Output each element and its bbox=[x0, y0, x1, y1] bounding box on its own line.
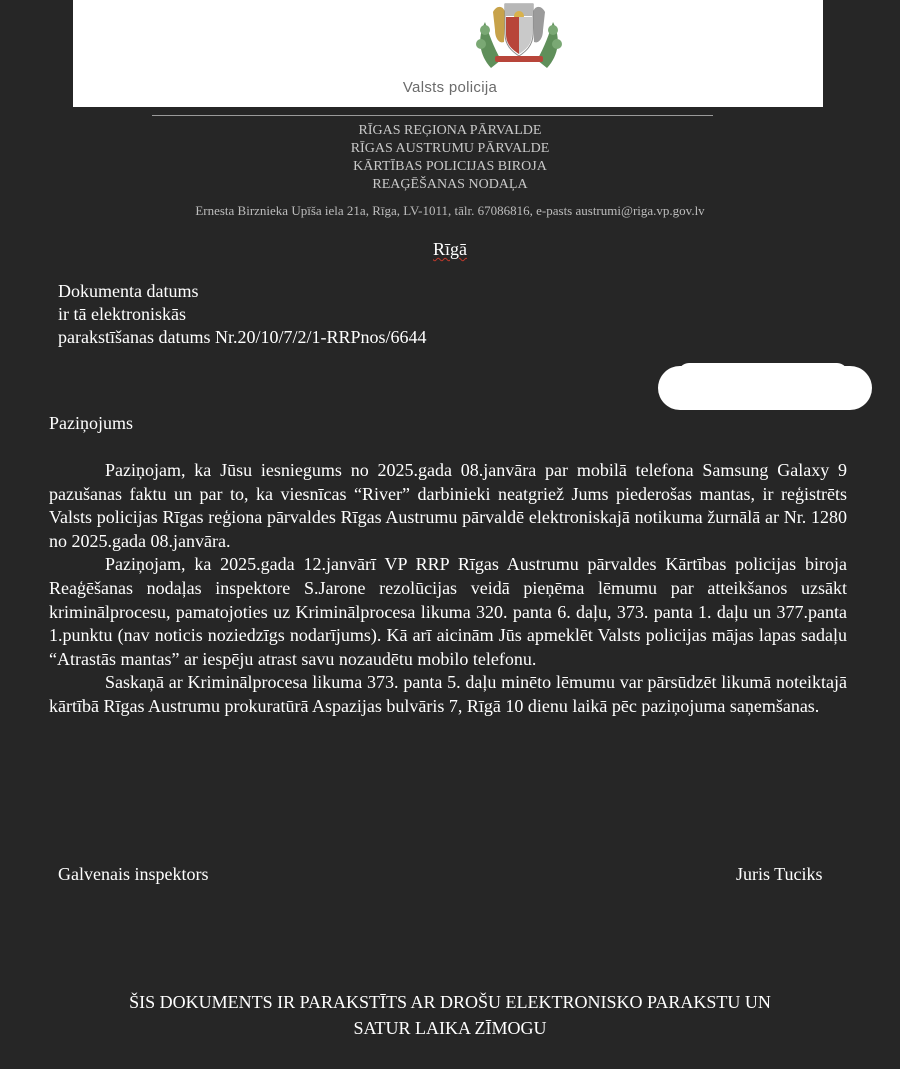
organization-line: RĪGAS AUSTRUMU PĀRVALDE bbox=[350, 141, 550, 156]
body-paragraph: Saskaņā ar Kriminālprocesa likuma 373. panta 5. daļu minēto lēmumu var pārsūdzēt likumā noteiktajā kārtībā Rīgas Austrumu prokuratūrā Aspazijas bulvāris 7, Rīgā 10 dienu laikā pēc paziņojuma saņemšanas. bbox=[49, 672, 847, 716]
redaction-mark bbox=[658, 366, 872, 410]
document-date-line: Dokumenta datums bbox=[58, 281, 199, 301]
agency-name: Valsts policija bbox=[402, 79, 498, 96]
organization-line: REAĢĒŠANAS NODAĻA bbox=[372, 177, 528, 192]
document-place bbox=[0, 239, 900, 260]
body-paragraph: Paziņojam, ka 2025.gada 12.janvārī VP RRP Rīgas Austrumu pārvaldes Kārtības policijas biroja Reaģēšanas nodaļas inspektore S.Jarone rezolūcijas veidā pieņēma lēmumu par atteikšanos uzsākt kriminālprocesu, pamatojoties uz Kriminālprocesa likuma 320. panta 6. daļu, 373. panta 1. daļu un 377.panta 1.punktu (nav noticis noziedzīgs nodarījums). Kā arī aicinām Jūs apmeklēt Valsts policijas mājas lapas sadaļu “Atrastās mantas” ar iespēju atrast savu nozaudētu mobilo telefonu. bbox=[49, 554, 847, 669]
notice-line: SATUR LAIKA ZĪMOGU bbox=[353, 1018, 547, 1038]
divider bbox=[152, 115, 713, 116]
e-signature-notice bbox=[0, 989, 900, 1041]
document-date-block bbox=[58, 280, 427, 349]
document-date-line: ir tā elektroniskās bbox=[58, 304, 186, 324]
organization-address: Ernesta Birznieka Upīša iela 21a, Rīga, LV-1011, tālr. 67086816, e-pasts austrumi@riga.vp.gov.lv bbox=[195, 203, 705, 218]
organization-block bbox=[0, 122, 900, 194]
organization-line: RĪGAS REĢIONA PĀRVALDE bbox=[358, 123, 542, 138]
document-number-line: parakstīšanas datums Nr.20/10/7/2/1-RRPnos/6644 bbox=[58, 327, 427, 347]
organization-line: KĀRTĪBAS POLICIJAS BIROJA bbox=[353, 159, 547, 174]
document-body bbox=[49, 459, 847, 719]
document-heading: Paziņojums bbox=[49, 413, 133, 433]
signatory-title: Galvenais inspektors bbox=[58, 864, 209, 884]
place-text: Rīgā bbox=[433, 239, 467, 259]
body-paragraph: Paziņojam, ka Jūsu iesniegums no 2025.gada 08.janvāra par mobilā telefona Samsung Galaxy 9 pazušanas faktu un par to, ka viesnīcas “River” darbinieki neatgriež Jums piederošas mantas, ir reģistrēts Valsts policijas Rīgas reģiona pārvaldes Rīgas Austrumu pārvaldē elektroniskajā notikuma žurnālā ar Nr. 1280 no 2025.gada 08.janvāra. bbox=[49, 460, 847, 551]
latvia-coat-of-arms-icon bbox=[471, 0, 567, 68]
notice-line: ŠIS DOKUMENTS IR PARAKSTĪTS AR DROŠU ELEKTRONISKO PARAKSTU UN bbox=[129, 992, 771, 1012]
signatory-name: Juris Tuciks bbox=[736, 864, 823, 884]
